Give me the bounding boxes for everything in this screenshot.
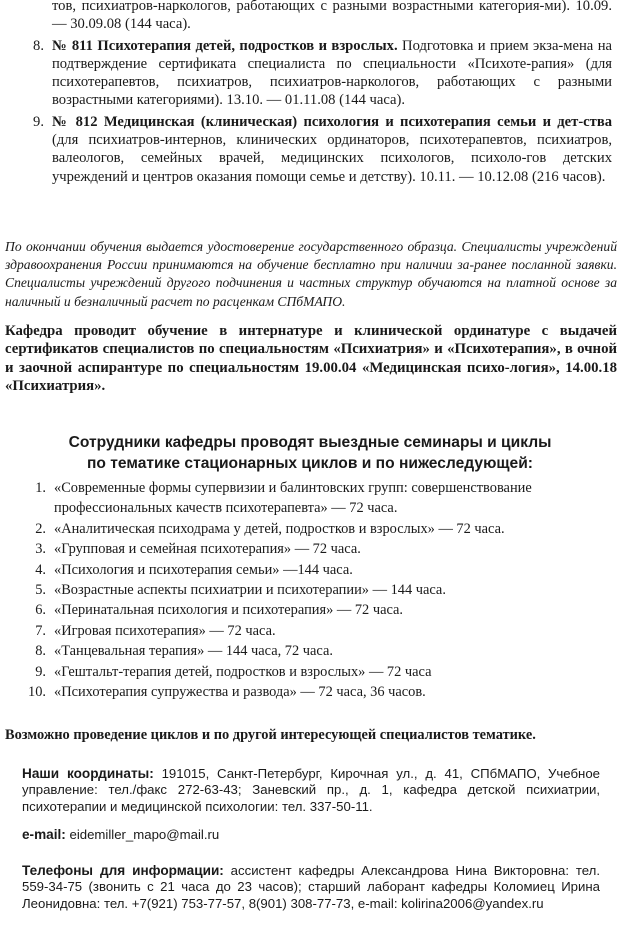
seminars-heading <box>0 432 620 474</box>
topic-number: 3. <box>35 541 46 558</box>
course-description: Подготовка и прием экза-мена на подтверждение сертификата специалиста по специальности «Психоте-рапия» (для психотерапевтов, психиатров, психиатров-наркологов, работающих с разными возрастными категориями). 13.10. — 01.11.08 (144 часа). <box>52 37 612 109</box>
list-item <box>14 682 614 702</box>
topic-number: 2. <box>35 520 46 537</box>
course-text <box>52 113 612 186</box>
list-item <box>14 560 614 580</box>
course-text <box>52 37 612 110</box>
coordinates-label: Наши координаты: <box>22 766 154 781</box>
seminars-heading-line-1: Сотрудники кафедры проводят выездные семинары и циклы <box>68 434 552 451</box>
course-number <box>14 0 52 34</box>
topic-text: «Возрастные аспекты психиатрии и психотерапии» — 144 часа. <box>54 582 446 599</box>
list-item <box>14 478 614 519</box>
course-description: тов, психиатров-наркологов, работающих с разными возрастными категория-ми). 10.09. — 30.09.08 (144 часа). <box>52 0 612 33</box>
list-item <box>14 519 614 539</box>
topic-text: «Перинатальная психология и психотерапия» — 72 часа. <box>54 602 404 619</box>
course-item-811 <box>14 37 612 110</box>
course-text <box>52 0 612 34</box>
topic-text: «Аналитическая психодрама у детей, подростков и взрослых» — 72 часа. <box>54 520 505 537</box>
list-item <box>14 621 614 641</box>
course-description: (для психиатров-интернов, клинических ординаторов, психотерапевтов, психиатров, валеологов, семейных врачей, медицинских психологов, психоло-гов детских учреждений и центров оказания помощи семье и детству). 10.11. — 10.12.08 (216 часов). <box>52 132 612 185</box>
email-block <box>22 827 600 843</box>
topic-number: 9. <box>35 663 46 680</box>
course-list <box>14 0 612 186</box>
course-item-continued <box>14 0 612 34</box>
topic-number: 8. <box>35 643 46 660</box>
topic-number: 5. <box>35 582 46 599</box>
course-title: № 812 Медицинская (клиническая) психология и психотерапия семьи и дет-ства <box>52 113 612 130</box>
seminars-heading-line-2: по тематике стационарных циклов и по нижеследующей: <box>86 455 533 472</box>
topic-text: «Современные формы супервизии и балинтовских групп: совершенствование профессиональных качеств психотерапевта» — 72 часа. <box>54 480 532 517</box>
enrollment-note: По окончании обучения выдается удостоверение государственного образца. Специалисты учреждений здравоохранения России принимаются на обучение бесплатно при наличии за-ранее посланной заявки. Специалисты учреждений другого подчинения и частных структур обучаются на платной основе за наличный и безналичный расчет по расценкам СПбМАПО. <box>5 239 617 309</box>
list-item <box>14 662 614 682</box>
other-topics-note: Возможно проведение циклов и по другой интересующей специалистов тематике. <box>5 727 536 743</box>
list-item <box>14 539 614 559</box>
phones-label: Телефоны для информации: <box>22 863 224 878</box>
list-item <box>14 580 614 600</box>
department-info: Кафедра проводит обучение в интернатуре и клинической ординатуре с выдачей сертификатов специалистов по специальностям «Психиатрия» и «Психотерапия», в очной и заочной аспирантуре по специальностям 19.00.04 «Медицинская психо-логия», 14.00.18 «Психиатрия». <box>5 323 617 394</box>
course-title: № 811 Психотерапия детей, подростков и взрослых. <box>52 37 398 54</box>
topic-number: 6. <box>35 602 46 619</box>
list-item <box>14 600 614 620</box>
list-item <box>14 641 614 661</box>
topic-number: 7. <box>35 622 46 639</box>
email-label: e-mail: <box>22 827 66 842</box>
topic-number: 10. <box>28 684 46 701</box>
course-number: 9. <box>33 113 44 130</box>
email-link[interactable]: eidemiller_mapo@mail.ru <box>69 827 220 842</box>
course-item-812 <box>14 113 612 186</box>
coordinates-block <box>22 766 600 815</box>
coordinates-text: 191015, Санкт-Петербург, Кирочная ул., д. 41, СПбМАПО, Учебное управление: тел./факс 272-63-43; Заневский пр., д. 1, кафедра детской психиатрии, психотерапии и медицинской психологии: тел. 337-50-11. <box>22 766 600 814</box>
phones-block <box>22 863 600 912</box>
topic-text: «Гештальт-терапия детей, подростков и взрослых» — 72 часа <box>54 663 432 680</box>
topic-number: 4. <box>35 561 46 578</box>
topic-text: «Психотерапия супружества и развода» — 72 часа, 36 часов. <box>54 684 426 701</box>
course-number: 8. <box>33 37 44 54</box>
topic-text: «Психология и психотерапия семьи» —144 часа. <box>54 561 353 578</box>
phones-text: ассистент кафедры Александрова Нина Викторовна: тел. 559-34-75 (звонить с 21 часа до 23 часов); старший лаборант кафедры Коломиец Ирина Леонидовна: тел. +7(921) 753-77-57, 8(901) 308-77-73, e-mail: kolirina2006@yandex.ru <box>22 863 600 911</box>
topic-text: «Групповая и семейная психотерапия» — 72 часа. <box>54 541 361 558</box>
topic-text: «Танцевальная терапия» — 144 часа, 72 часа. <box>54 643 333 660</box>
topic-text: «Игровая психотерапия» — 72 часа. <box>54 622 276 639</box>
topic-number: 1. <box>35 480 46 496</box>
topic-list <box>14 478 614 702</box>
